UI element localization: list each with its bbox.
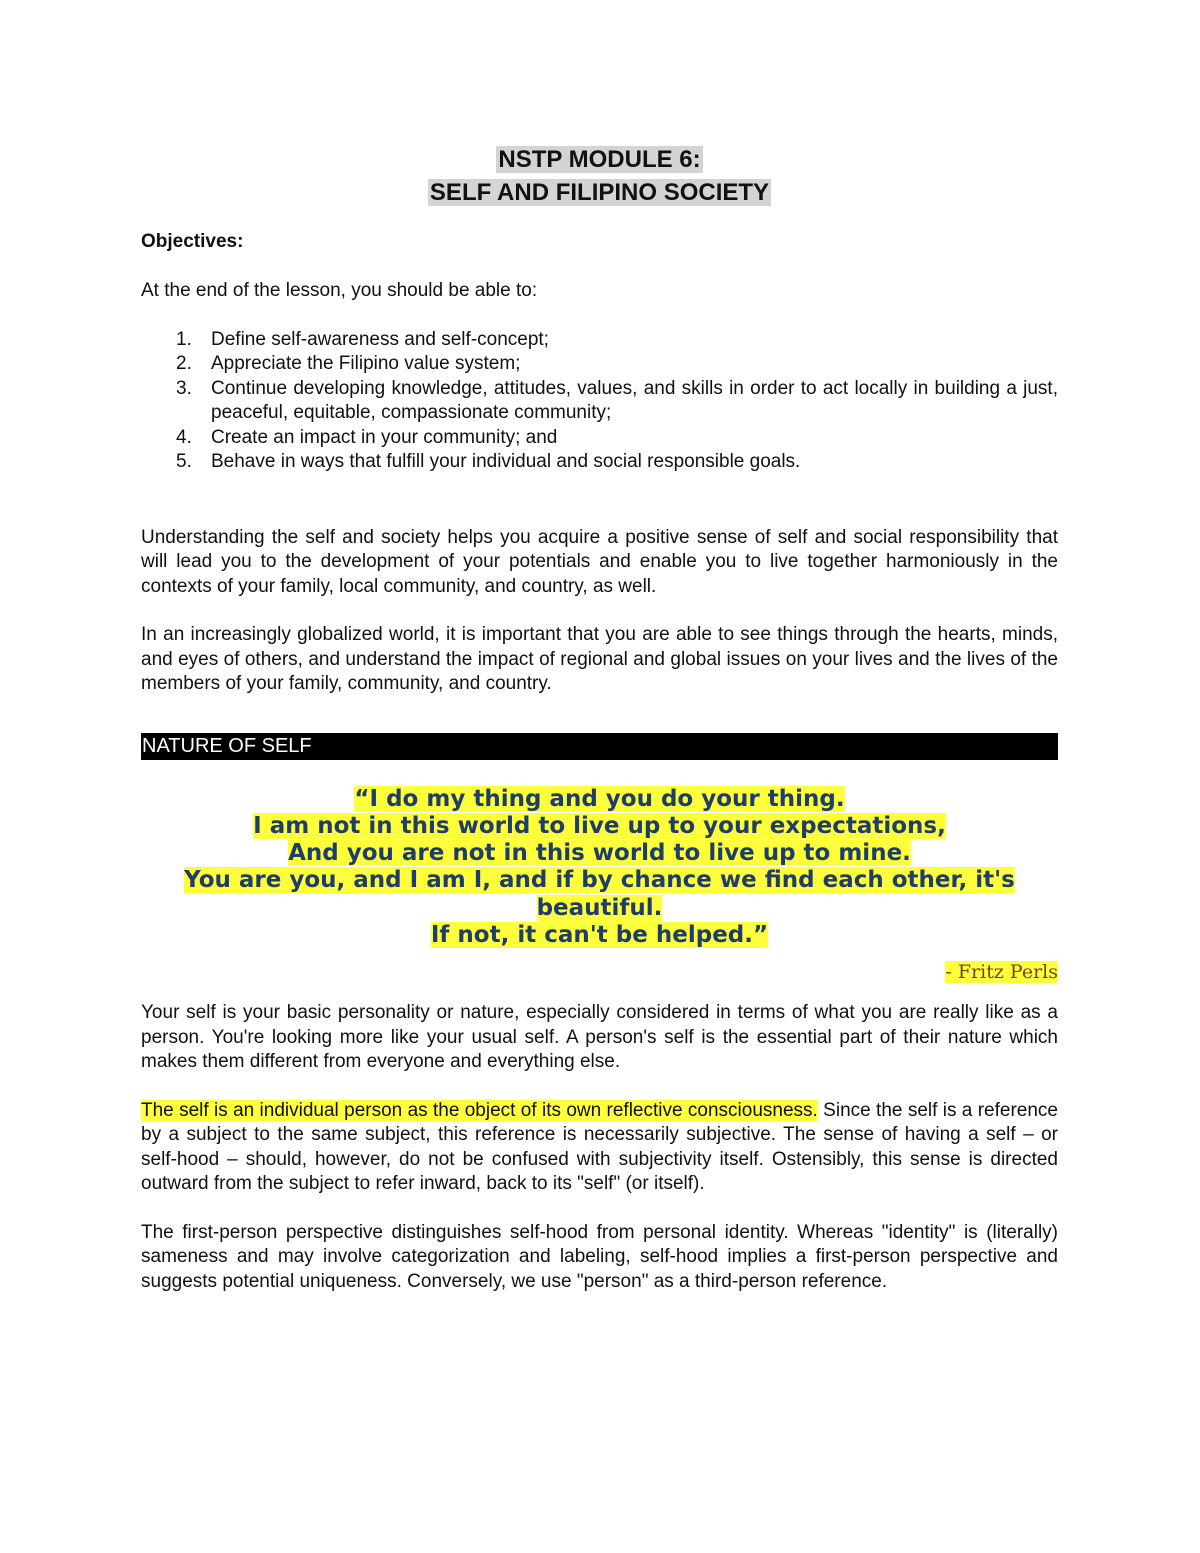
intro-paragraph: Understanding the self and society helps you acquire a positive sense of self and social responsibility that will lead you to the development of your potentials and enable you to live together harmoniously in the contexts of your family, local community, and country, as well. [141,526,1058,597]
quote-line: And you are not in this world to live up to mine. [288,840,911,867]
objective-item: 5. Behave in ways that fulfill your individual and social responsible goals. [176,451,801,472]
document-page [141,143,1058,1294]
section-heading-nature-of-self: NATURE OF SELF [141,733,1058,760]
objectives-list [141,328,1058,475]
quote-line: “I do my thing and you do your thing. [354,785,845,812]
module-title [141,143,1058,209]
objectives-intro: At the end of the lesson, you should be able to: [141,280,538,301]
body-paragraph: Your self is your basic personality or nature, especially considered in terms of what you are really like as a person. You're looking more like your usual self. A person's self is the essential part of their nature which makes them different from everyone and everything else. [141,1002,1058,1073]
title-line-1: NSTP MODULE 6: [498,146,701,173]
objective-item: 2. Appreciate the Filipino value system; [176,353,521,374]
quote-block [141,786,1058,950]
body-paragraph: The first-person perspective distinguishes self-hood from personal identity. Whereas "identity" is (literally) sameness and may involve categorization and labeling, self-hood implies a first-person perspective and suggests potential uniqueness. Conversely, we use "person" as a third-person reference. [141,1221,1058,1292]
quote-line: You are you, and I am I, and if by chance we find each other, it's beautiful. [184,867,1015,921]
body-paragraph: The self is an individual person as the object of its own reflective consciousness. Since the self is a reference by a subject to the same subject, this reference is necessarily subjective. The sense of having a self – or self-hood – should, however, do not be confused with subjectivity itself. Ostensibly, this sense is directed outward from the subject to refer inward, back to its "self" (or itself). [141,1099,1058,1195]
objective-item: 3. Continue developing knowledge, attitudes, values, and skills in order to act locally in building a just, peaceful, equitable, compassionate community; [176,377,1058,423]
objectives-heading: Objectives: [141,231,244,252]
quote-line: If not, it can't be helped.” [430,921,769,948]
objective-item: 1. Define self-awareness and self-concept; [176,328,549,350]
highlighted-definition: The self is an individual person as the object of its own reflective consciousness. [141,1099,818,1121]
objective-item: 4. Create an impact in your community; and [176,426,558,448]
quote-line: I am not in this world to live up to your expectations, [253,812,946,839]
intro-paragraph: In an increasingly globalized world, it is important that you are able to see things through the hearts, minds, and eyes of others, and understand the impact of regional and global issues on your lives and the lives of the members of your family, community, and country. [141,624,1058,694]
quote-author: - Fritz Perls [945,961,1058,984]
title-line-2: SELF AND FILIPINO SOCIETY [429,179,770,206]
